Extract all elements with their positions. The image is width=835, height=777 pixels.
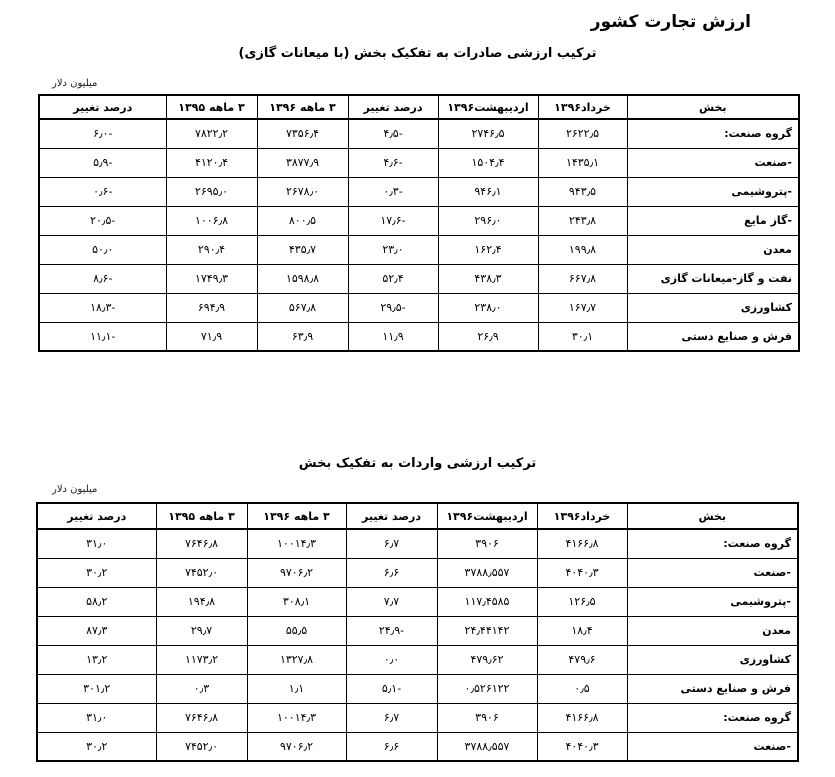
value-cell: ۶۶۷٫۸ <box>538 264 627 293</box>
value-cell: ۴۱۶۶٫۸ <box>537 703 627 732</box>
imports-column-header: بخش <box>627 503 798 529</box>
table-row <box>37 587 798 616</box>
value-cell: ۷۴۵۲٫۰ <box>156 558 247 587</box>
value-cell: ۳۹۰۶ <box>437 529 537 558</box>
value-cell: ۱۹۹٫۸ <box>538 235 627 264</box>
sector-label-cell: گروه صنعت: <box>627 529 798 558</box>
page-title: ارزش تجارت کشور <box>590 12 751 32</box>
exports-column-header: اردیبهشت۱۳۹۶ <box>438 95 538 119</box>
value-cell: ۰٫۵۲۶۱۲۲ <box>437 674 537 703</box>
value-cell: ۱۴۳۵٫۱ <box>538 148 627 177</box>
imports-header-row <box>37 503 798 529</box>
exports-column-header: درصد تغییر <box>39 95 166 119</box>
value-cell: ۳۰۱٫۲ <box>37 674 156 703</box>
value-cell: ۲۶۲۲٫۵ <box>538 119 627 148</box>
imports-column-header: درصد تغییر <box>346 503 437 529</box>
table-row <box>39 264 799 293</box>
value-cell: ۱۳٫۲ <box>37 645 156 674</box>
sector-label-cell: نفت و گاز-میعانات گازی <box>627 264 799 293</box>
value-cell: ۱۵۹۸٫۸ <box>257 264 348 293</box>
value-cell: -۲۰٫۵ <box>39 206 166 235</box>
sector-label-cell: گروه صنعت: <box>627 119 799 148</box>
value-cell: ۷٫۷ <box>346 587 437 616</box>
table-row <box>39 206 799 235</box>
value-cell: ۷۳۵۶٫۴ <box>257 119 348 148</box>
sector-label-cell: -پتروشیمی <box>627 177 799 206</box>
value-cell: ۲۹٫۷ <box>156 616 247 645</box>
value-cell: ۵۸٫۲ <box>37 587 156 616</box>
value-cell: ۷۶۴۶٫۸ <box>156 703 247 732</box>
value-cell: ۱٫۱ <box>247 674 346 703</box>
value-cell: ۰٫۵ <box>537 674 627 703</box>
sector-label-cell: کشاورزی <box>627 645 798 674</box>
exports-column-header: ۳ ماهه ۱۳۹۶ <box>257 95 348 119</box>
exports-table-title: ترکیب ارزشی صادرات به تفکیک بخش (با میعانات گازی) <box>238 46 597 61</box>
value-cell: -۴٫۵ <box>348 119 438 148</box>
value-cell: ۱۱۷۳٫۲ <box>156 645 247 674</box>
value-cell: ۱۷۴۹٫۳ <box>166 264 257 293</box>
value-cell: ۳۹۰۶ <box>437 703 537 732</box>
table-row <box>37 616 798 645</box>
value-cell: -۱۷٫۶ <box>348 206 438 235</box>
value-cell: ۱۰۰۱۴٫۳ <box>247 529 346 558</box>
value-cell: ۷۱٫۹ <box>166 322 257 351</box>
value-cell: ۵۰٫۰ <box>39 235 166 264</box>
value-cell: ۶٫۷ <box>346 529 437 558</box>
value-cell: ۳۰٫۱ <box>538 322 627 351</box>
value-cell: ۳۷۸۸٫۵۵۷ <box>437 558 537 587</box>
value-cell: ۸۷٫۳ <box>37 616 156 645</box>
value-cell: ۴۷۹٫۶ <box>537 645 627 674</box>
table-row <box>39 177 799 206</box>
value-cell: ۳۷۸۸٫۵۵۷ <box>437 732 537 761</box>
imports-table <box>36 502 799 762</box>
sector-label-cell: -صنعت <box>627 558 798 587</box>
sector-label-cell: فرش و صنایع دستی <box>627 674 798 703</box>
table-row <box>37 558 798 587</box>
value-cell: ۱۵۰۴٫۴ <box>438 148 538 177</box>
imports-column-header: ۳ ماهه ۱۳۹۵ <box>156 503 247 529</box>
value-cell: ۲۴٫۴۴۱۴۲ <box>437 616 537 645</box>
table-row <box>37 703 798 732</box>
value-cell: ۱۰۰۶٫۸ <box>166 206 257 235</box>
value-cell: -۶٫۰ <box>39 119 166 148</box>
table-row <box>37 732 798 761</box>
value-cell: ۴۱۲۰٫۴ <box>166 148 257 177</box>
sector-label-cell: گروه صنعت: <box>627 703 798 732</box>
value-cell: -۵٫۹ <box>39 148 166 177</box>
exports-table <box>38 94 800 352</box>
value-cell: ۵۵٫۵ <box>247 616 346 645</box>
value-cell: ۶٫۶ <box>346 558 437 587</box>
value-cell: ۲۳٫۰ <box>348 235 438 264</box>
table-row <box>39 322 799 351</box>
value-cell: -۴٫۶ <box>348 148 438 177</box>
value-cell: ۲۹۰٫۴ <box>166 235 257 264</box>
sector-label-cell: معدن <box>627 616 798 645</box>
value-cell: ۱۳۲۷٫۸ <box>247 645 346 674</box>
value-cell: ۲۶۹۵٫۰ <box>166 177 257 206</box>
value-cell: ۱۱٫۹ <box>348 322 438 351</box>
value-cell: ۹۴۳٫۵ <box>538 177 627 206</box>
value-cell: ۲۶۷۸٫۰ <box>257 177 348 206</box>
exports-table-body <box>39 119 799 351</box>
value-cell: -۰٫۳ <box>348 177 438 206</box>
value-cell: ۳۰٫۲ <box>37 732 156 761</box>
imports-column-header: اردیبهشت۱۳۹۶ <box>437 503 537 529</box>
sector-label-cell: فرش و صنایع دستی <box>627 322 799 351</box>
value-cell: ۱۲۶٫۵ <box>537 587 627 616</box>
value-cell: ۲۷۴۶٫۵ <box>438 119 538 148</box>
value-cell: ۱۱۷٫۴۵۸۵ <box>437 587 537 616</box>
imports-column-header: خرداد۱۳۹۶ <box>537 503 627 529</box>
exports-header-row <box>39 95 799 119</box>
value-cell: -۲۹٫۵ <box>348 293 438 322</box>
value-cell: ۳۰٫۲ <box>37 558 156 587</box>
table-row <box>39 119 799 148</box>
value-cell: ۵۶۷٫۸ <box>257 293 348 322</box>
value-cell: ۴۰۴۰٫۳ <box>537 732 627 761</box>
value-cell: ۳۱٫۰ <box>37 529 156 558</box>
sector-label-cell: -گاز مایع <box>627 206 799 235</box>
value-cell: ۲۹۶٫۰ <box>438 206 538 235</box>
value-cell: ۲۶٫۹ <box>438 322 538 351</box>
value-cell: ۴۷۹٫۶۲ <box>437 645 537 674</box>
value-cell: ۴۰۴۰٫۳ <box>537 558 627 587</box>
value-cell: ۱۶۲٫۴ <box>438 235 538 264</box>
table-row <box>37 645 798 674</box>
table-row <box>39 293 799 322</box>
sector-label-cell: -صنعت <box>627 148 799 177</box>
sector-label-cell: معدن <box>627 235 799 264</box>
value-cell: -۰٫۶ <box>39 177 166 206</box>
value-cell: ۱۸٫۴ <box>537 616 627 645</box>
sector-label-cell: کشاورزی <box>627 293 799 322</box>
value-cell: ۶٫۶ <box>346 732 437 761</box>
imports-column-header: درصد تغییر <box>37 503 156 529</box>
value-cell: ۴۱۶۶٫۸ <box>537 529 627 558</box>
exports-column-header: درصد تغییر <box>348 95 438 119</box>
value-cell: ۷۴۵۲٫۰ <box>156 732 247 761</box>
exports-unit-label: میلیون دلار <box>52 78 98 89</box>
value-cell: ۶٫۷ <box>346 703 437 732</box>
value-cell: ۳۸۷۷٫۹ <box>257 148 348 177</box>
imports-table-body <box>37 529 798 761</box>
imports-column-header: ۳ ماهه ۱۳۹۶ <box>247 503 346 529</box>
value-cell: ۱۶۷٫۷ <box>538 293 627 322</box>
imports-unit-label: میلیون دلار <box>52 484 98 495</box>
value-cell: ۳۰۸٫۱ <box>247 587 346 616</box>
table-row <box>39 235 799 264</box>
value-cell: ۷۸۲۲٫۲ <box>166 119 257 148</box>
value-cell: ۰٫۳ <box>156 674 247 703</box>
value-cell: ۹۴۶٫۱ <box>438 177 538 206</box>
value-cell: ۳۱٫۰ <box>37 703 156 732</box>
value-cell: ۹۷۰۶٫۲ <box>247 558 346 587</box>
value-cell: ۴۳۸٫۳ <box>438 264 538 293</box>
table-row <box>37 529 798 558</box>
value-cell: -۲۴٫۹ <box>346 616 437 645</box>
value-cell: ۵۲٫۴ <box>348 264 438 293</box>
exports-column-header: ۳ ماهه ۱۳۹۵ <box>166 95 257 119</box>
exports-column-header: بخش <box>627 95 799 119</box>
value-cell: ۱۰۰۱۴٫۳ <box>247 703 346 732</box>
value-cell: ۷۶۴۶٫۸ <box>156 529 247 558</box>
table-row <box>37 674 798 703</box>
value-cell: ۹۷۰۶٫۲ <box>247 732 346 761</box>
value-cell: -۸٫۶ <box>39 264 166 293</box>
value-cell: ۶۹۴٫۹ <box>166 293 257 322</box>
value-cell: ۸۰۰٫۵ <box>257 206 348 235</box>
value-cell: ۲۳۸٫۰ <box>438 293 538 322</box>
value-cell: ۱۹۴٫۸ <box>156 587 247 616</box>
value-cell: -۱۱٫۱ <box>39 322 166 351</box>
value-cell: -۵٫۱ <box>346 674 437 703</box>
value-cell: ۶۳٫۹ <box>257 322 348 351</box>
value-cell: ۲۴۳٫۸ <box>538 206 627 235</box>
sector-label-cell: -صنعت <box>627 732 798 761</box>
table-row <box>39 148 799 177</box>
exports-column-header: خرداد۱۳۹۶ <box>538 95 627 119</box>
sector-label-cell: -پتروشیمی <box>627 587 798 616</box>
value-cell: ۰٫۰ <box>346 645 437 674</box>
value-cell: -۱۸٫۳ <box>39 293 166 322</box>
imports-table-title: ترکیب ارزشی واردات به تفکیک بخش <box>298 456 537 471</box>
value-cell: ۴۳۵٫۷ <box>257 235 348 264</box>
